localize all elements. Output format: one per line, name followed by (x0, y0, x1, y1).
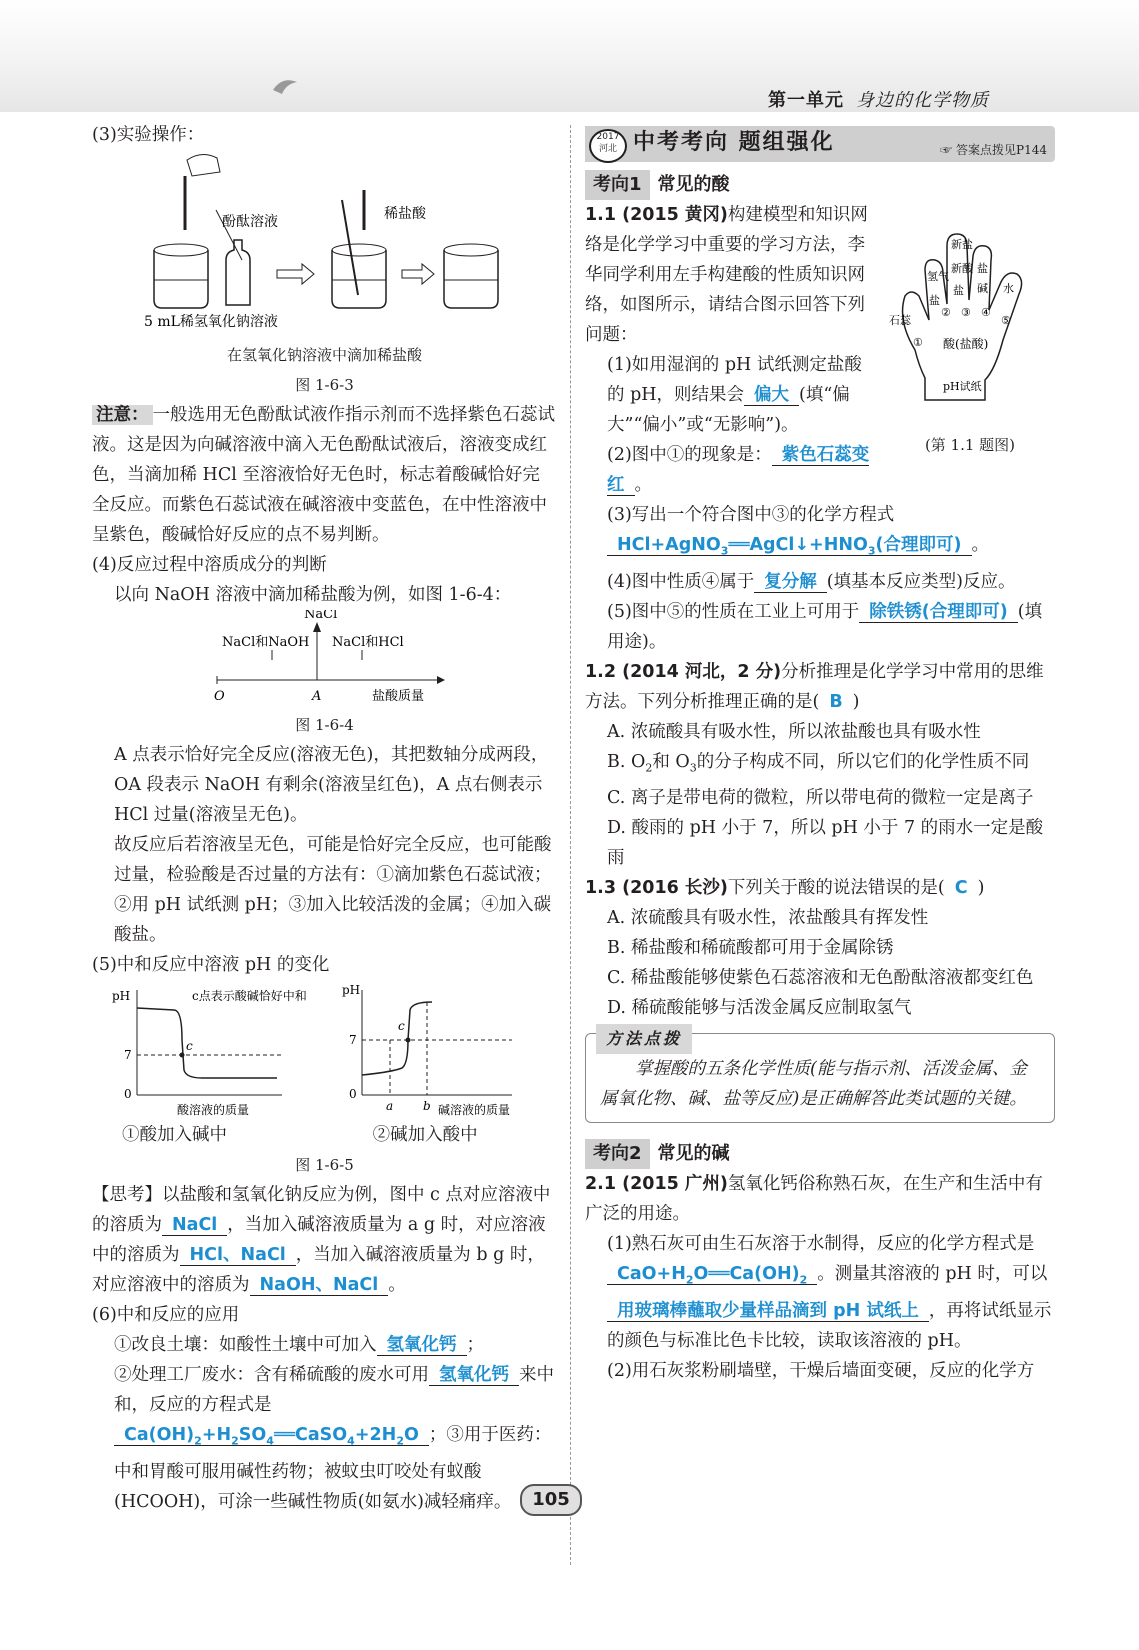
year-badge: 2017 河北 (589, 129, 627, 163)
section-3-title: (3)实验操作： (92, 125, 205, 145)
zero-label-2: 0 (349, 1087, 357, 1101)
right-column (585, 120, 1055, 1386)
q11-5-text: (5)图中⑤的性质在工业上可用于 (607, 601, 860, 622)
hand-diagram (885, 200, 1055, 420)
section-6-item2 (92, 1360, 557, 1517)
subcaption-1: ①酸加入碱中 (122, 1125, 227, 1145)
answer-caoh2-1: 氢氧化钙 (377, 1335, 467, 1356)
think-text-3: ，当加入碱溶液质量为 b g 时，对应溶液中的溶质为 (92, 1245, 545, 1295)
answer-21-1: 用玻璃棒蘸取少量样品滴到 pH 试纸上 (607, 1301, 929, 1322)
s6-text-1: ①改良土壤：如酸性土壤中可加入 (114, 1335, 377, 1355)
topic-title-2: 常见的碱 (657, 1143, 730, 1164)
think-text-1: 【思考】以盐酸和氢氧化钠反应为例，图中 c 点对应溶液中的溶质为 (92, 1185, 551, 1235)
section-4-title: (4)反应过程中溶质成分的判断 (92, 555, 327, 575)
a-label: a (386, 1099, 394, 1113)
seven-label-2: 7 (349, 1033, 357, 1047)
q11-text: 构建模型和知识网络是化学学习中重要的学习方法，李华同学利用左手构建酸的性质知识网络，如图所示，请结合图示回答下列问题： (585, 205, 868, 345)
q13-text: 下列关于酸的说法错误的是( (727, 878, 945, 898)
q12-option-b: B. $O_2$和 $O_3$的分子构成不同，所以它们的化学性质不同 (607, 751, 1030, 774)
ph-curves (92, 980, 557, 1120)
q11-part2: (2)图中①的现象是： 紫色石蕊变红 。 (607, 445, 870, 495)
number-line-diagram (92, 610, 557, 710)
seven-label-1: 7 (124, 1048, 132, 1062)
q11-5b-text: (填用途)。 (607, 601, 1043, 652)
c-note: c点表示酸碱恰好中和 (192, 989, 307, 1003)
hand-c4: ④ (981, 306, 991, 319)
answer-hcl-nacl: HCl、NaCl (180, 1245, 296, 1266)
zero-label-1: 0 (124, 1087, 132, 1101)
q13-option-b: B. 稀盐酸和稀硫酸都可用于金属除锈 (607, 938, 894, 958)
answer-11-4: 复分解 (754, 572, 827, 593)
method-text: 掌握酸的五条化学性质(能与指示剂、活泼金属、金属氧化物、碱、盐等反应)是正确解答此类试题的关键。 (600, 1059, 1027, 1109)
left-column (92, 120, 557, 1517)
note-tag: 注意： (92, 405, 153, 425)
question-1-3: 1.3 (2016 长沙)下列关于酸的说法错误的是( C ) (585, 878, 985, 898)
label-axis: 盐酸质量 (372, 689, 425, 704)
think-text-2: ，当加入碱溶液质量为 a g 时，对应溶液中的溶质为 (92, 1215, 546, 1265)
figure-1-6-5 (92, 980, 557, 1120)
label-o: O (214, 689, 225, 704)
hand-f4: 碱 (977, 282, 988, 295)
hand-c1: ① (913, 336, 923, 349)
topic-tag-1: 考向1 (585, 170, 650, 200)
q11-1-text: (1)如用湿润的 pH 试纸测定盐酸的 pH，则结果会 (607, 355, 862, 405)
experiment-diagram (92, 150, 557, 340)
q11-part3: (3)写出一个符合图中③的化学方程式$HCl+AgNO_3══AgCl↓+HNO_3$(合理即可) 。 (607, 505, 990, 558)
q11-1b-text: (填“偏大”“偏小”或“无影响”)。 (607, 385, 850, 435)
section-6-title: (6)中和反应的应用 (92, 1305, 240, 1325)
note-block (92, 400, 557, 550)
q13-option-a: A. 浓硫酸具有吸水性，浓盐酸具有挥发性 (607, 908, 929, 928)
figure-1-6-3-caption1: 在氢氧化钠溶液中滴加稀盐酸 (226, 346, 422, 364)
page-number: 105 (520, 1484, 582, 1516)
hand-c3: ③ (961, 306, 971, 319)
label-a: A (312, 689, 322, 704)
topic-title-1: 常见的酸 (657, 174, 730, 195)
subcaption-2: ②碱加入酸中 (372, 1125, 478, 1145)
hand-figure (885, 200, 1055, 460)
hand-f8: 盐 (929, 294, 940, 307)
label-nacl-naoh: NaCl和NaOH (222, 635, 310, 650)
hand-wrist: pH试纸 (943, 380, 982, 393)
q11-2-text: (2)图中①的现象是： (607, 445, 772, 465)
q13-head: 1.3 (2016 长沙) (585, 878, 728, 898)
hand-palm: 酸(盐酸) (943, 337, 989, 351)
q12-option-a: A. 浓硫酸具有吸水性，所以浓盐酸也具有吸水性 (607, 721, 981, 742)
answer-11-1: 偏大 (744, 385, 799, 406)
answer-11-3: $HCl+AgNO_3══AgCl↓+HNO_3$(合理即可) (607, 535, 972, 556)
section-4-para1: A 点表示恰好完全反应(溶液无色)，其把数轴分成两段，OA 段表示 NaOH 有剩余(溶液呈红色)，A 点右侧表示 HCl 过量(溶液呈无色)。 (114, 745, 549, 825)
hand-f3: 盐 (953, 284, 964, 297)
q21-part2: (2)用石灰浆粉刷墙壁，干燥后墙面变硬，反应的化学方 (607, 1360, 1035, 1381)
hand-f1: 新盐 (951, 238, 973, 251)
answer-21-eq: $CaO+H_2O══Ca(OH)_2$ (607, 1264, 817, 1285)
c-label-1: c (186, 1039, 193, 1053)
note-text: 一般选用无色酚酞试液作指示剂而不选择紫色石蕊试液。这是因为向碱溶液中滴入无色酚酞试液后，溶液变成红色，当滴加稀 HCl 至溶液恰好无色时，标志着酸碱恰好完全反应。而紫色石蕊试液在碱溶液中变蓝色，在中性溶液中呈紫色，酸碱恰好反应的点不易判断。 (92, 405, 555, 545)
s6-text-4: ；③用于医药：中和胃酸可服用碱性药物；被蚊虫叮咬处有蚁酸(HCOOH)，可涂一些碱性物质(如氨水)减轻痛痒。 (114, 1425, 552, 1512)
s6-text-2: ②处理工厂废水：含有稀硫酸的废水可用 (114, 1365, 429, 1385)
answer-11-5: 除铁锈(合理即可) (859, 602, 1018, 623)
answer-naoh-nacl: NaOH、NaCl (250, 1275, 389, 1296)
q21-head: 2.1 (2015 广州) (585, 1174, 728, 1194)
column-divider (570, 125, 571, 1565)
hand-f5: 水 (1003, 282, 1014, 295)
bird-icon (270, 70, 300, 100)
section-4-para2: 故反应后若溶液呈无色，可能是恰好完全反应，也可能酸过量，检验酸是否过量的方法有：①滴加紫色石蕊试液；②用 pH 试纸测 pH；③加入比较活泼的金属；④加入碳酸盐。 (114, 835, 552, 945)
figure-1-6-5-subcaptions (92, 1120, 557, 1150)
answer-11-2: 紫色石蕊变红 (607, 445, 870, 495)
q11-part5 (585, 597, 1055, 657)
q11-4b-text: (填基本反应类型)反应。 (826, 571, 1016, 592)
q11-3-text: (3)写出一个符合图中③的化学方程式 (607, 505, 895, 525)
c-label-2: c (398, 1019, 405, 1033)
figure-1-6-4 (92, 610, 557, 710)
figure-1-6-3-caption2: 图 1-6-3 (295, 376, 354, 394)
figure-1-6-4-caption: 图 1-6-4 (295, 716, 354, 734)
q11-4-text: (4)图中性质④属于 (607, 571, 755, 592)
hand-left: 石蕊 (889, 314, 911, 327)
section-banner (585, 126, 1055, 162)
label-nacl-hcl: NaCl和HCl (332, 635, 404, 650)
figure-1-6-5-caption: 图 1-6-5 (295, 1156, 354, 1174)
method-box (585, 1029, 1055, 1123)
hand-f7: 氢气 (927, 270, 949, 283)
q21-1-text: (1)熟石灰可由生石灰溶于水制得，反应的化学方程式是 (607, 1234, 1035, 1254)
s6-text-3: 来中和，反应的方程式是 (114, 1365, 554, 1415)
q21-text: 氢氧化钙俗称熟石灰，在生产和生活中有广泛的用途。 (585, 1174, 1043, 1224)
label-phenolphthalein: 酚酞溶液 (222, 214, 278, 230)
answer-caoh2-2: 氢氧化钙 (429, 1365, 519, 1386)
hand-c2: ② (941, 306, 951, 319)
page-header (0, 0, 1139, 112)
think-block: 【思考】以盐酸和氢氧化钠反应为例，图中 c 点对应溶液中的溶质为 NaCl ，当加入碱溶液质量为 a g 时，对应溶液中的溶质为 HCl、NaCl ，当加入碱溶液质量为 b g 时，对应溶液中的溶质为 NaOH、NaCl 。 (92, 1185, 551, 1295)
section-6-item1: ①改良土壤：如酸性土壤中可加入 氢氧化钙 ； (114, 1335, 484, 1355)
label-hcl: 稀盐酸 (384, 206, 426, 222)
answer-nacl: NaCl (162, 1215, 227, 1236)
section-4-intro: 以向 NaOH 溶液中滴加稀盐酸为例，如图 1-6-4： (114, 585, 512, 605)
method-tag: 方法点拨 (596, 1024, 692, 1054)
label-nacl: NaCl (304, 610, 338, 622)
answer-12: B (829, 691, 843, 712)
q12-head: 1.2 (2014 河北，2 分) (585, 661, 782, 682)
hand-f6: 盐 (977, 262, 988, 275)
label-naoh: 5 mL稀氢氧化钠溶液 (144, 314, 278, 330)
q13-option-d: D. 稀硫酸能够与活泼金属反应制取氢气 (607, 998, 912, 1018)
answer-reference: ☞ 答案点拨见P144 (940, 143, 1047, 157)
figure-1-6-3 (92, 150, 557, 340)
unit-title: 第一单元 身边的化学物质 (768, 90, 989, 111)
banner-title: 中考考向 题组强化 (633, 130, 835, 155)
q12-text: 分析推理是化学学习中常用的思维方法。下列分析推理正确的是( (585, 661, 1044, 712)
xlabel-2: 碱溶液的质量 (438, 1103, 511, 1117)
q13-option-c: C. 稀盐酸能够使紫色石蕊溶液和无色酚酞溶液都变红色 (607, 968, 1034, 988)
answer-13: C (954, 878, 968, 898)
xlabel-1: 酸溶液的质量 (177, 1103, 250, 1117)
hand-f2: 新酸 (951, 262, 973, 275)
b-label: b (423, 1099, 431, 1113)
answer-equation-1: $Ca(OH)_2+H_2SO_4══CaSO_4+2H_2O$ (114, 1425, 429, 1446)
topic-tag-2: 考向2 (585, 1139, 650, 1169)
hand-c5: ⑤ (1001, 314, 1011, 327)
question-1-2: 1.2 (2014 河北，2 分)分析推理是化学学习中常用的思维方法。下列分析推理正确的是( B ) (585, 661, 1044, 712)
ph-label-1: pH (112, 989, 131, 1003)
hand-caption: (第 1.1 题图) (924, 436, 1016, 454)
q12-option-d: D. 酸雨的 pH 小于 7，所以 pH 小于 7 的雨水一定是酸雨 (607, 818, 1044, 868)
question-2-1 (585, 1169, 1055, 1229)
section-5-title: (5)中和反应中溶液 pH 的变化 (92, 955, 330, 975)
q21-part1 (585, 1229, 1055, 1356)
q11-part4 (585, 567, 1055, 597)
q21-1b-text: 。测量其溶液的 pH 时，可以 (817, 1264, 1048, 1284)
q11-head: 1.1 (2015 黄冈) (585, 205, 728, 225)
q21-1c-text: ，再将试纸显示的颜色与标准比色卡比较，读取该溶液的 pH。 (607, 1300, 1052, 1351)
ph-label-2: pH (342, 983, 361, 997)
q12-option-c: C. 离子是带电荷的微粒，所以带电荷的微粒一定是离子 (607, 788, 1034, 808)
